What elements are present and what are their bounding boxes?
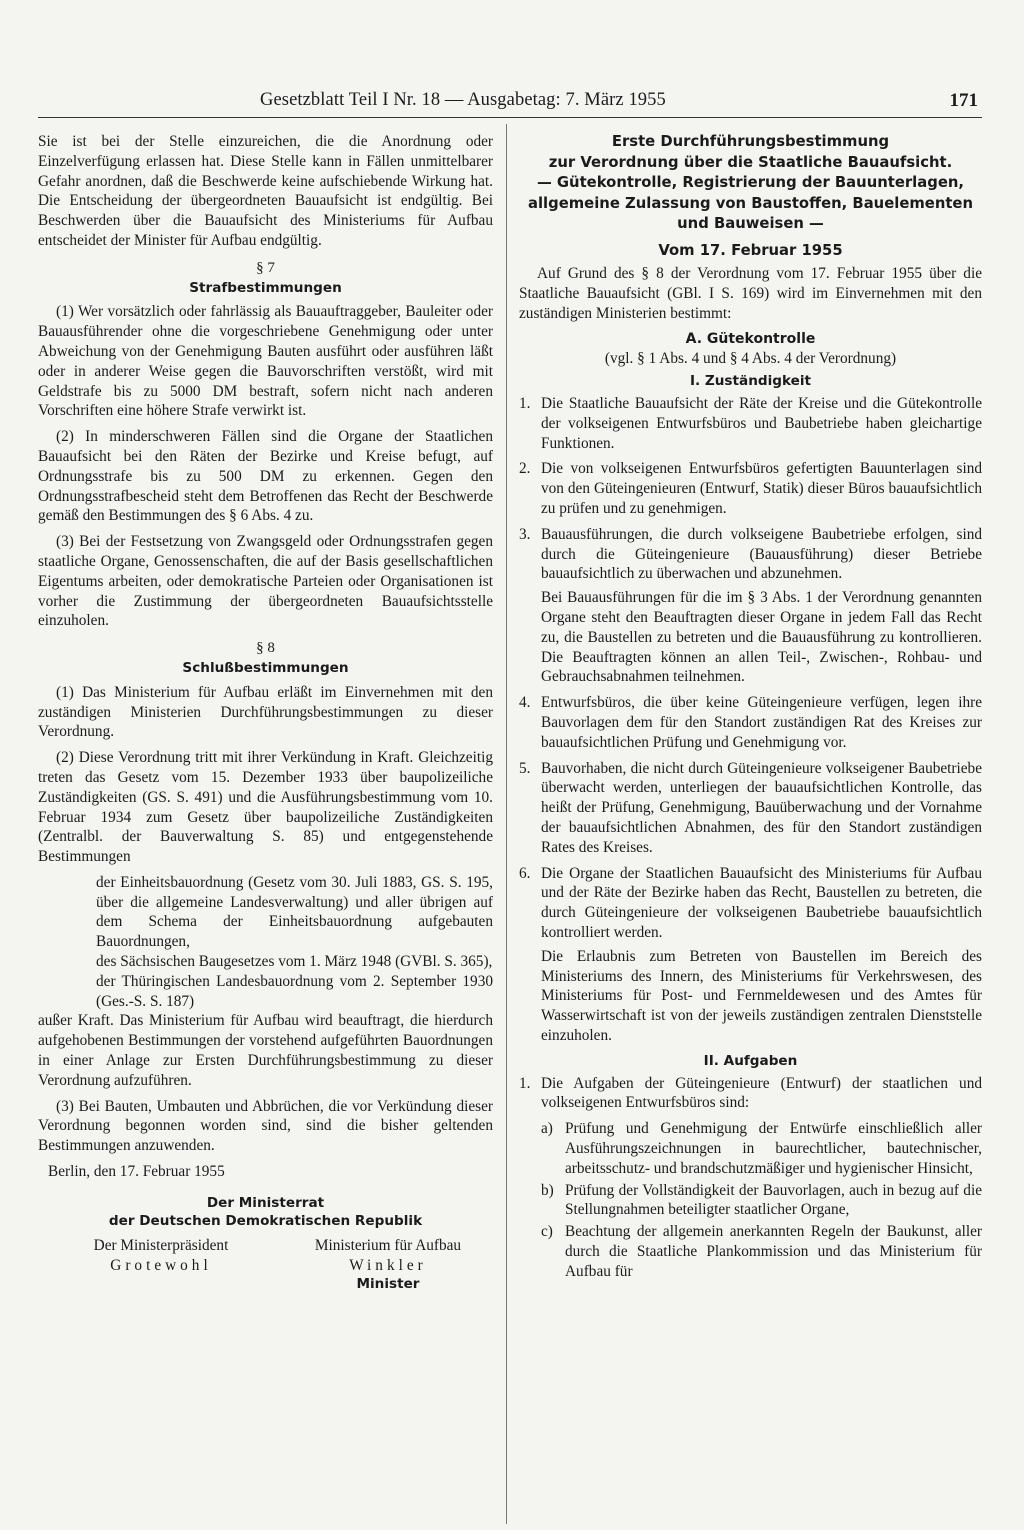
repealed-item-3: der Thüringischen Landesbauordnung vom 2. September 1930 (Ges.-S. S. 187) [96,972,493,1010]
list-item-number: 1. [519,1074,531,1092]
list-item-text: Die Staatliche Bauaufsicht der Räte der Kreise und die Gütekontrolle der volkseigenen Entwurfsbüros und Baubetriebe haben gleichartige Funktionen. [541,395,982,452]
decree-date: Vom 17. Februar 1955 [658,241,843,259]
list-item-text: Entwurfsbüros, die über keine Güteingenieure verfügen, legen ihre Bauvorlagen dem für den Standort zuständigen Rat des Kreises zur bauaufsichtlichen Prüfung und Genehmigung vor. [541,694,982,751]
signature-2-title: Minister [356,1276,420,1293]
sub-list-letter: b) [541,1181,554,1199]
list-item-number: 4. [519,694,531,712]
section-8-number: § 8 [256,640,275,657]
column-divider [506,124,507,1524]
intro-paragraph: Sie ist bei der Stelle einzureichen, die die Anordnung oder Einzelverfügung erlassen hat. Diese Stelle kann in Fällen unmittelbarer Gefahr anordnen, daß die Beschwerde keine aufschiebende Wirkung hat. Die Entscheidung der übergeordneten Bauaufsicht ist endgültig. Bei Beschwerden über die Bauaufsicht des Ministeriums für Aufbau entscheidet der Minister für Aufbau endgültig. [38,133,493,249]
decree-title-line-3: — Gütekontrolle, Registrierung der Bauunterlagen, allgemeine Zulassung von Baustoffen, Bauelementen und Bauweisen — [528,174,973,232]
left-column [38,132,493,1295]
page-number: 171 [949,90,978,111]
header-title: Gesetzblatt Teil I Nr. 18 — Ausgabetag: 7. März 1955 [260,90,666,110]
signature-row [38,1236,493,1295]
list-item [519,693,982,752]
part-a-reference: (vgl. § 1 Abs. 4 und § 4 Abs. 4 der Verordnung) [604,350,897,368]
list-item-text: Die von volkseigenen Entwurfsbüros gefertigten Bauunterlagen sind von den Güteingenieuren (Entwurf, Statik) dieser Büros bauaufsichtlich zu prüfen und zu genehmigen. [541,460,982,518]
section-7-paragraph-1: (1) Wer vorsätzlich oder fahrlässig als Bauauftraggeber, Bauleiter oder Bauausführender ohne die vorgeschriebene Genehmigung oder unter Abweichung von der Genehmigung Bauten ausführt oder ausführen läßt oder in anderer Weise gegen die Bauvorschriften verstößt, wird mit Geldstrafe bis zu 5000 DM bestraft, sofern nicht nach anderen Vorschriften eine höhere Strafe verwirkt ist. [38,303,493,420]
section-8-title: Schlußbestimmungen [182,659,349,676]
repealed-item-1: der Einheitsbauordnung (Gesetz vom 30. Juli 1883, GS. S. 195, über die allgemeine Landesverwaltung) und aller übrigen auf dem Schema der Einheitsbauordnung aufgebauten Bauordnungen, [96,873,493,951]
place-date: Berlin, den 17. Februar 1955 [48,1163,225,1181]
signature-1-name: Grotewohl [110,1256,212,1274]
list-item-number: 1. [519,395,531,413]
decree-intro: Auf Grund des § 8 der Verordnung vom 17. Februar 1955 über die Staatliche Bauaufsicht (GBl. I S. 169) wird im Einvernehmen mit den zuständigen Ministerien bestimmt: [519,265,982,322]
header-rule [38,117,982,118]
sub-list-text: Beachtung der allgemein anerkannten Regeln der Baukunst, aller durch die Staatliche Plankommission und das Ministerium für Aufbau für [565,1223,982,1280]
list-item [519,525,982,687]
section-8-paragraph-1: (1) Das Ministerium für Aufbau erläßt im Einvernehmen mit den zuständigen Ministerien Durchführungsbestimmungen zu dieser Verordnung. [38,683,493,741]
signature-2-role: Ministerium für Aufbau [314,1236,462,1254]
section-8-paragraph-2: (2) Diese Verordnung tritt mit ihrer Verkündung in Kraft. Gleichzeitig treten das Gesetz vom 15. Dezember 1933 über baupolizeiliche Zuständigkeiten (GS. S. 491) und die Ausführungsbestimmung vom 10. Februar 1934 zum Gesetz über baupolizeiliche Zuständigkeiten (Zentralbl. der Bauverwaltung S. 85) und entgegenstehende Bestimmungen [38,749,493,866]
list-item-extra: Bei Bauausführungen für die im § 3 Abs. 1 der Verordnung genannten Organe steht den Beauftragten dieser Organe in jedem Fall das Recht zu, die Baustellen zu betreten und die Bauausführung zu kontrollieren. Die Beauftragten können an allen Teil-, Zwischen-, Rohbau- und Gebrauchsabnahmen teilnehmen. [541,589,982,686]
list-item [519,1074,982,1114]
list-item-text: Bauvorhaben, die nicht durch Güteingenieure volkseigener Baubetriebe überwacht werden, unterliegen der bauaufsichtlichen Kontrolle, das heißt der Prüfung, Genehmigung, Bauüberwachung und der Vornahme der bauaufsichtlichen Abnahmen, des für den Standort zuständigen Rates des Kreises. [541,759,982,856]
list-item [519,864,982,1046]
list-item [519,459,982,518]
section-ii-title: II. Aufgaben [703,1052,798,1069]
list-item-number: 5. [519,759,531,777]
list-item-text: Bauausführungen, die durch volkseigene Baubetriebe erfolgen, sind durch die Güteingenieure (Bauausführung) dieser Betriebe bauaufsichtlich zu überwachen und abzunehmen. [541,525,982,583]
list-item-number: 6. [519,864,531,882]
repealed-list [38,873,493,1012]
list-item [519,759,982,858]
signature-1-role: Der Ministerpräsident [93,1236,229,1254]
list-item-number: 3. [519,525,531,543]
sub-list-letter: c) [541,1223,553,1241]
list-item-text: Die Organe der Staatlichen Bauaufsicht des Ministeriums für Aufbau und der Räte der Bezirke haben das Recht, Baustellen zu betreten, die durch Güteingenieure der volkseigenen Baubetriebe bauaufsichtlich kontrolliert werden. [541,864,982,941]
section-7-number: § 7 [256,259,275,276]
sub-list-text: Prüfung und Genehmigung der Entwürfe einschließlich aller Ausführungszeichnungen in baurechtlicher, bautechnischer, arbeitsschutz- und brandschutzmäßiger und hygienischer Hinsicht, [565,1120,982,1177]
section-7-paragraph-2: (2) In minderschweren Fällen sind die Organe der Staatlichen Bauaufsicht bei den Räten der Bezirke und Kreise befugt, auf Ordnungsstrafe bis zu 500 DM zu erkennen. Gegen den Ordnungsstrafbescheid steht dem Betroffenen das Recht der Beschwerde gemäß den Bestimmungen des § 6 Abs. 4 zu. [38,428,493,525]
council-line-2: der Deutschen Demokratischen Republik [108,1212,423,1229]
sub-list-letter: a) [541,1120,553,1138]
repealed-item-2: des Sächsischen Baugesetzes vom 1. März 1948 (GVBl. S. 365), [96,953,493,971]
council-heading [38,1194,493,1230]
decree-title-line-1: Erste Durchführungsbestimmung [611,133,890,150]
right-column [519,132,982,1284]
page-header [38,90,982,120]
list-item-number: 2. [519,460,531,478]
sub-list-item [519,1222,982,1281]
list-item [519,394,982,453]
sub-list-text: Prüfung der Vollständigkeit der Bauvorlagen, auch in bezug auf die Stellungnahmen beteiligter staatlicher Organe, [565,1181,982,1219]
section-8-paragraph-3: (3) Bei Bauten, Umbauten und Abbrüchen, die vor Verkündung dieser Verordnung begonnen worden sind, sind die bisher geltenden Bestimmungen anzuwenden. [38,1097,493,1155]
signature-2-name: Winkler [349,1256,427,1274]
section-8-paragraph-2-end: außer Kraft. Das Ministerium für Aufbau wird beauftragt, die hierdurch aufgehobenen Bestimmungen der vorstehend aufgeführten Bauordnungen in einer Anlage zur Ersten Durchführungsbestimmung zu dieser Verordnung aufzuführen. [38,1012,493,1089]
signature-minister [283,1236,493,1295]
decree-title-line-2: zur Verordnung über die Staatliche Bauaufsicht. [548,153,953,171]
part-a-title: A. Gütekontrolle [685,330,816,347]
list-item-extra: Die Erlaubnis zum Betreten von Baustellen im Bereich des Ministeriums des Innern, des Ministeriums für Verkehrswesen, des Ministeriums für Post- und Fernmeldewesen und des Amtes für Wasserwirtschaft ist von der jeweils zuständigen zentralen Dienststelle einzuholen. [541,947,982,1044]
section-i-title: I. Zuständigkeit [689,373,812,390]
section-7-paragraph-3: (3) Bei der Festsetzung von Zwangsgeld oder Ordnungsstrafen gegen staatliche Organe, Genossenschaften, die auf der Basis gesellschaftlichen Eigentums arbeiten, oder demokratische Parteien oder Organisationen ist vorher die Zustimmung der übergeordneten Bauaufsichtsstelle einzuholen. [38,533,493,630]
council-line-1: Der Ministerrat [206,1194,325,1211]
sub-list-item [519,1119,982,1178]
signature-prime-minister [56,1236,266,1295]
section-7-title: Strafbestimmungen [189,279,342,296]
list-item-text: Die Aufgaben der Güteingenieure (Entwurf) der staatlichen und volkseigenen Entwurfsbüros sind: [541,1074,982,1112]
sub-list-item [519,1181,982,1221]
decree-title [519,132,982,235]
